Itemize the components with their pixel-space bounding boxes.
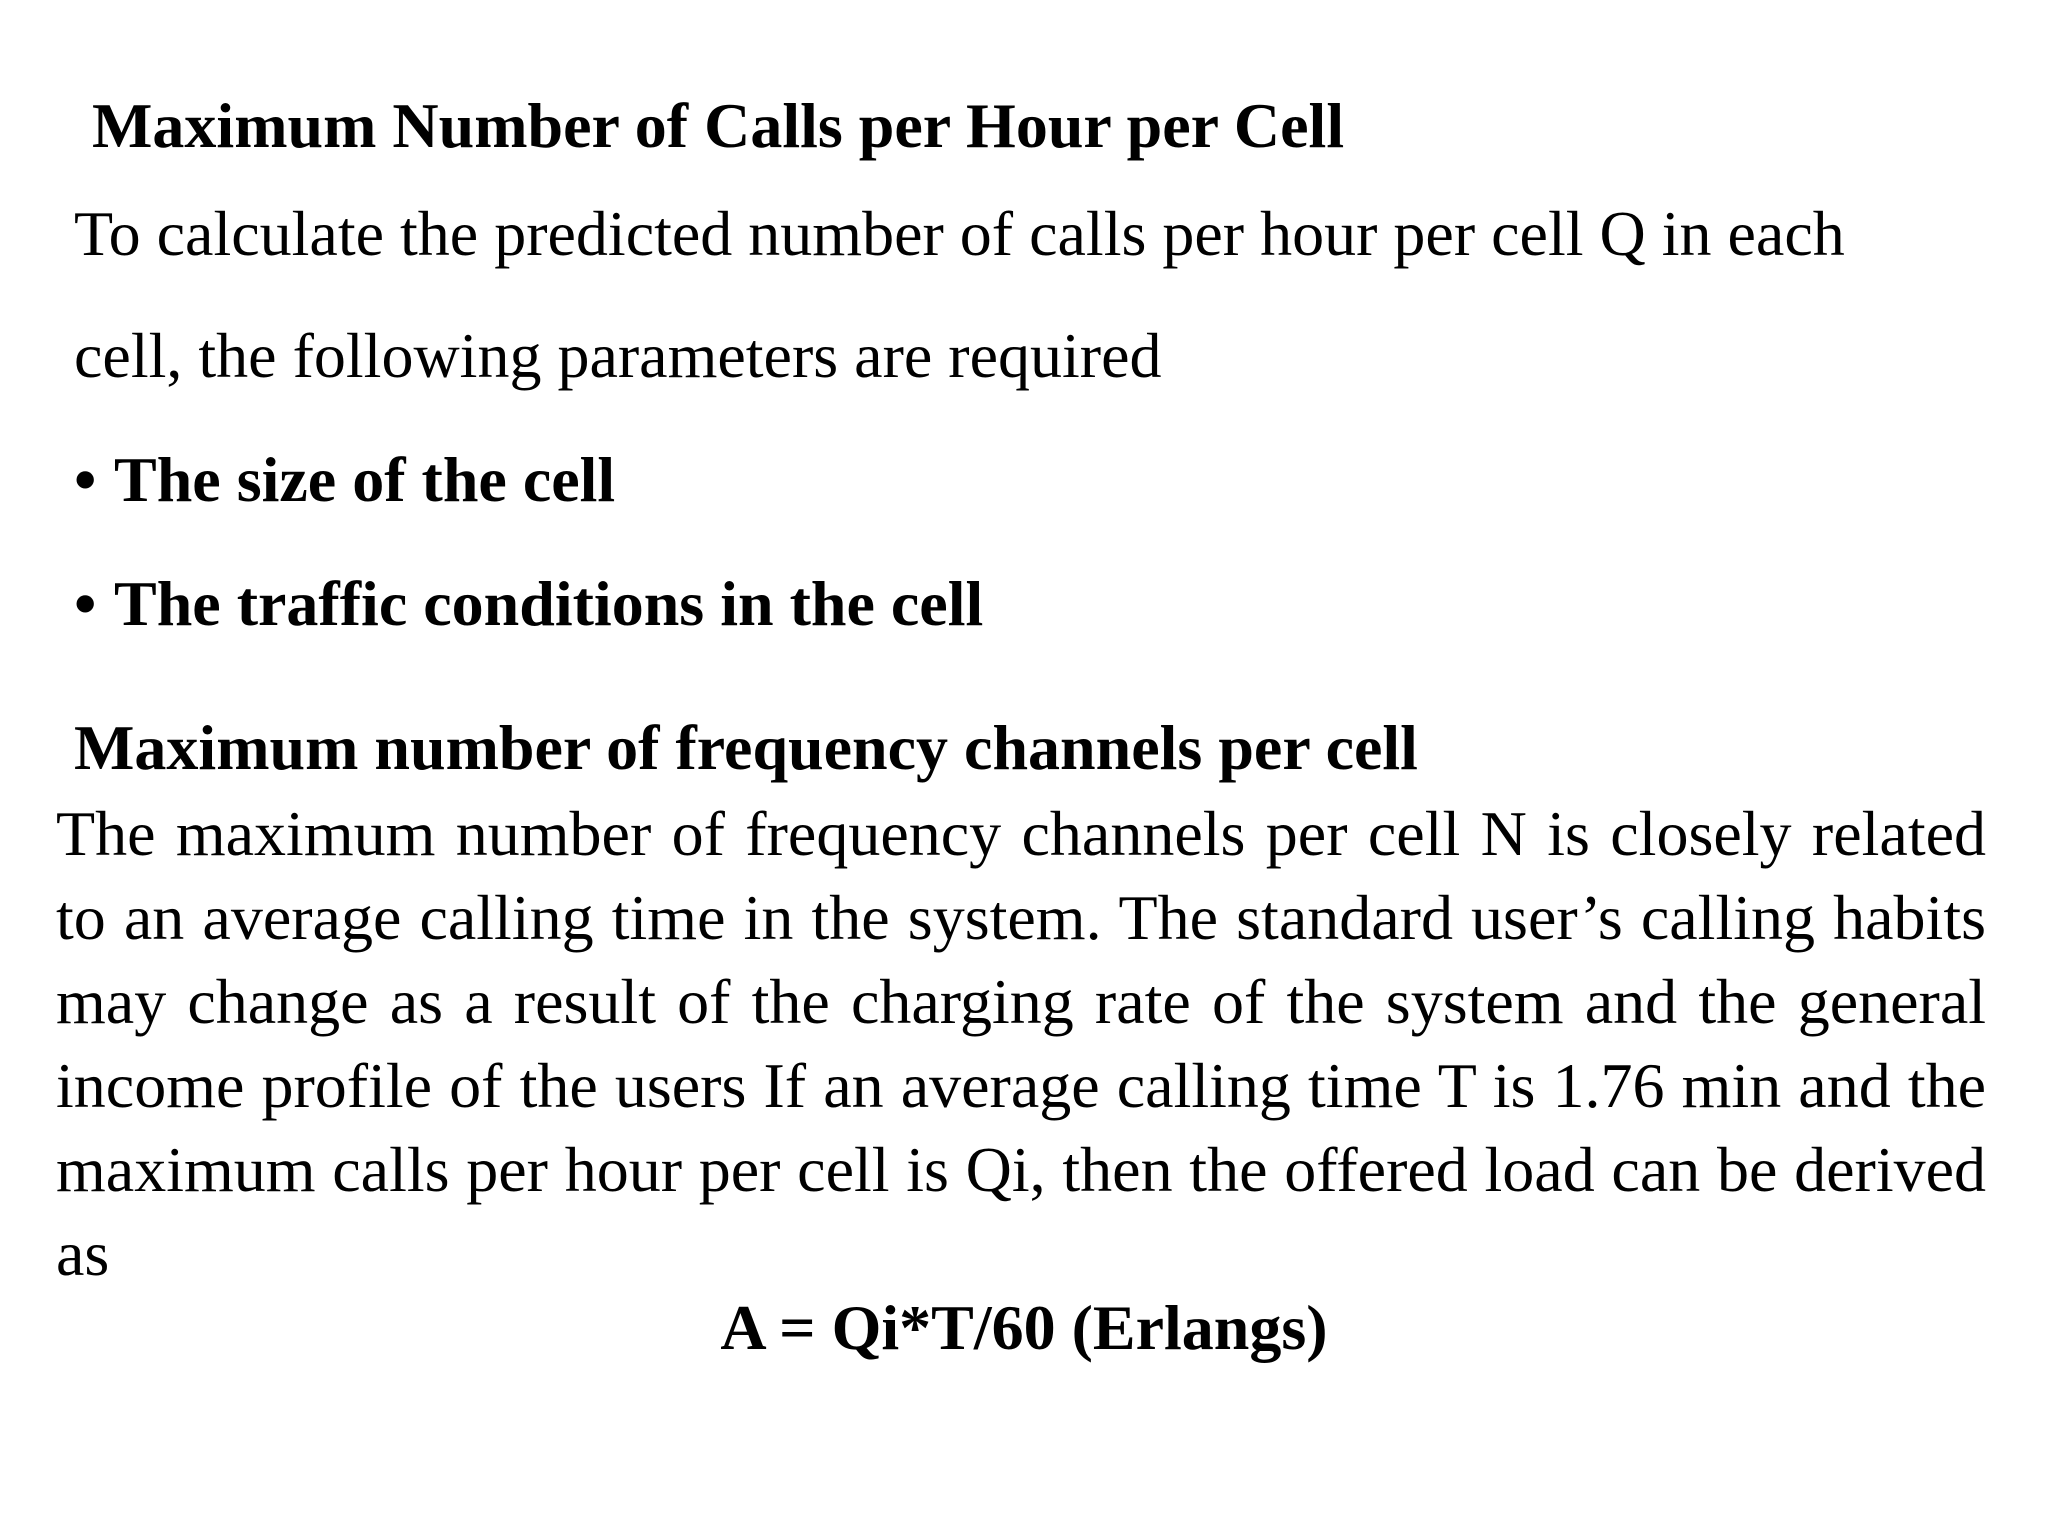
body-paragraph: The maximum number of frequency channels per cell N is closely related to an average calling time in the system. The standard user’s calling habits may change as a result of the charging rate of the system and the general income profile of the users If an average calling time T is 1.76 min and the maximum calls per hour per cell is Qi, then the offered load can be derived as <box>56 798 1986 1289</box>
parameter-list <box>74 442 983 690</box>
intro-line-1: To calculate the predicted number of calls per hour per cell Q in each <box>74 198 1845 269</box>
section-heading-calls-per-hour: Maximum Number of Calls per Hour per Cell <box>92 90 1345 161</box>
list-item-text: The traffic conditions in the cell <box>114 568 984 639</box>
section-heading-frequency-channels: Maximum number of frequency channels per cell <box>74 712 1418 783</box>
formula: A = Qi*T/60 (Erlangs) <box>720 1292 1328 1363</box>
intro-text <box>74 196 1984 394</box>
list-item <box>74 566 983 642</box>
bullet-icon: • <box>74 444 97 515</box>
list-item <box>74 442 983 518</box>
list-item-text: The size of the cell <box>114 444 616 515</box>
bullet-icon: • <box>74 568 97 639</box>
intro-line-2: cell, the following parameters are required <box>74 320 1162 391</box>
